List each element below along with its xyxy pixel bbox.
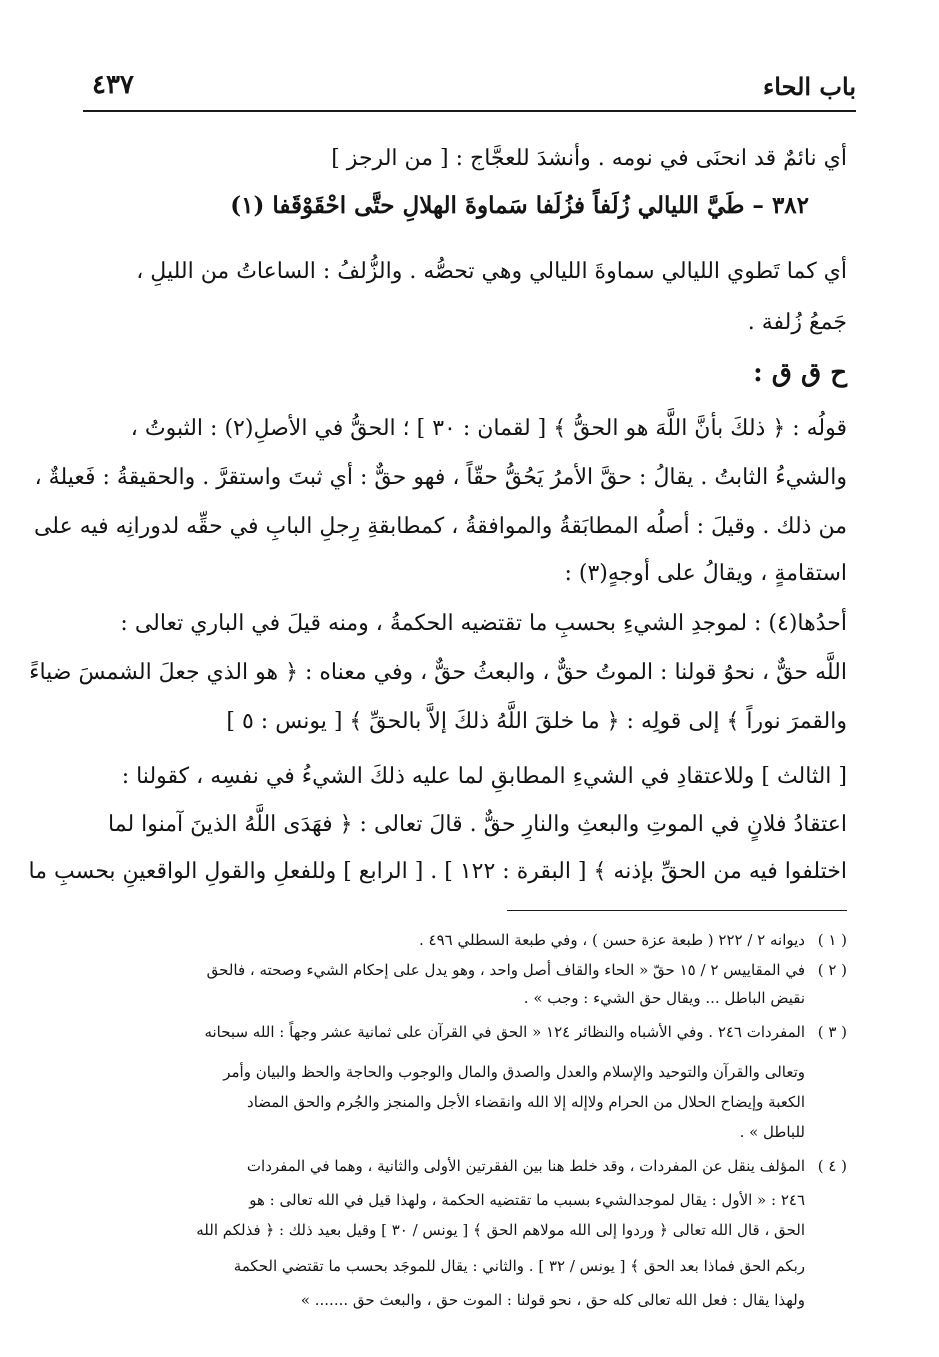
footnote-text: وتعالى والقرآن والتوحيد والإسلام والعدل والصدق والمال والوجوب والحاجة والحظ والبيان وأمر <box>223 1063 805 1081</box>
paragraph-line: والقمرَ نوراً ﴾ إلى قولِه : ﴿ ما خلقَ اللَّهُ ذلكَ إلاَّ بالحقِّ ﴾ [ يونس : ٥ ] <box>226 709 847 734</box>
footnote-2 <box>82 957 847 983</box>
paragraph-line: والشيءُ الثابتُ . يقالُ : حقَّ الأمرُ يَحُقُّ حقّاً ، فهو حقٌّ : أي ثبتَ واستقرَّ . والحقيقةُ : فَعيلةٌ ، <box>34 465 847 490</box>
footnote-text: المفردات ٢٤٦ . وفي الأشباه والنظائر ١٢٤ « الحق في القرآن على ثمانية عشر وجهاً : الله سبحانه <box>204 1023 805 1041</box>
footnote-number: ( ٣ ) <box>817 1023 847 1041</box>
footnote-number: ( ١ ) <box>817 931 847 949</box>
paragraph-line: من ذلك . وقيلَ : أصلُه المطابَقةُ والموافقةُ ، كمطابقةِ رِجلِ البابِ في حقِّه لدورانِه فيه على <box>33 514 847 539</box>
header-divider <box>83 110 856 112</box>
paragraph-line: [ الثالث ] وللاعتقادِ في الشيءِ المطابقِ لما عليه ذلكَ الشيءُ في نفسِه ، كقولنا : <box>121 764 847 789</box>
footnote-1 <box>82 927 847 953</box>
footnote-text: ولهذا يقال : فعل الله تعالى كله حق ، نحو قولنا : الموت حق ، والبعث حق ....... » <box>300 1291 805 1309</box>
page-number: ٤٣٧ <box>92 70 134 100</box>
footnote-text: الكعبة وإيضاح الحلال من الحرام ولاإله إلا الله وانقضاء الأجل والمنجز والجُرم والحق المضاد <box>247 1093 805 1111</box>
chapter-title: باب الحاء <box>762 72 856 101</box>
footnote-number: ( ٢ ) <box>817 961 847 979</box>
footnote-text: ربكم الحق فماذا بعد الحق ﴾ [ يونس / ٣٢ ] . والثاني : يقال للموجَد بحسب ما تقتضي الحكمة <box>233 1257 805 1275</box>
footnote-3 <box>82 1019 847 1045</box>
footnote-text: الحق ، قال الله تعالى ﴿ وردوا إلى الله مولاهم الحق ﴾ [ يونس / ٣٠ ] وقيل بعيد ذلك : ﴿ فذلكم الله <box>196 1221 805 1239</box>
paragraph-line: اللَّه حقٌّ ، نحوُ قولنا : الموتُ حقٌّ ، والبعثُ حقٌّ ، وفي معناه : ﴿ هو الذي جعلَ الشمسَ ضياءً <box>29 660 847 685</box>
entry-heading: ح ق ق : <box>753 358 847 388</box>
paragraph-line: استقامةٍ ، ويقالُ على أوجهٍ(٣) : <box>564 561 847 586</box>
footnote-number: ( ٤ ) <box>817 1157 847 1175</box>
footnote-text: للباطل » . <box>739 1123 805 1141</box>
paragraph-line: اعتقادُ فلانٍ في الموتِ والبعثِ والنارِ حقٌّ . قالَ تعالى : ﴿ فهَدَى اللَّهُ الذينَ آمنوا لما <box>108 812 847 837</box>
paragraph-line: أحدُها(٤) : لموجدِ الشيءِ بحسبِ ما تقتضيه الحكمةُ ، ومنه قيلَ في الباري تعالى : <box>120 611 847 636</box>
paragraph-line: قولُه : ﴿ ذلكَ بأنَّ اللَّهَ هو الحقُّ ﴾ [ لقمان : ٣٠ ] ؛ الحقُّ في الأصلِ(٢) : الثبوتُ ، <box>130 416 847 441</box>
footnote-4 <box>82 1153 847 1179</box>
paragraph-line: اختلفوا فيه من الحقِّ بإذنه ﴾ [ البقرة : ١٢٢ ] . [ الرابع ] وللفعلِ والقولِ الواقعينِ بحسبِ ما <box>28 859 847 884</box>
footnote-text: في المقاييس ٢ / ١٥ حقّ « الحاء والقاف أصل واحد ، وهو يدل على إحكام الشيء وصحته ، فالحق <box>206 961 805 979</box>
intro-line: أي نائمٌ قد انحنَى في نومه . وأنشدَ للعجَّاج : [ من الرجز ] <box>331 146 847 171</box>
footnote-text: المؤلف ينقل عن المفردات ، وقد خلط هنا بين الفقرتين الأولى والثانية ، وهما في المفردات <box>246 1157 805 1175</box>
explanation-line: جَمعُ زُلفة . <box>747 310 847 335</box>
footnote-text: ٢٤٦ : « الأول : يقال لموجدالشيء بسبب ما تقتضيه الحكمة ، ولهذا قيل في الله تعالى : هو <box>249 1191 805 1209</box>
explanation-line: أي كما تَطوي الليالي سماوةَ الليالي وهي تحصُّه . والزُّلفُ : الساعاتُ من الليلِ ، <box>136 259 847 284</box>
page-header <box>92 70 856 104</box>
footnote-text: ديوانه ٢ / ٢٢٢ ( طبعة عزة حسن ) ، وفي طبعة السطلي ٤٩٦ . <box>419 931 805 949</box>
footnote-divider <box>507 910 847 911</box>
poetry-verse: ٣٨٢ – طَيَّ الليالي زُلَفاً فزُلَفا سَماوةَ الهلالِ حتَّى احْقَوْقَفا (١) <box>230 192 809 219</box>
footnote-text: نقيض الباطل ... ويقال حق الشيء : وجب » . <box>523 989 805 1007</box>
